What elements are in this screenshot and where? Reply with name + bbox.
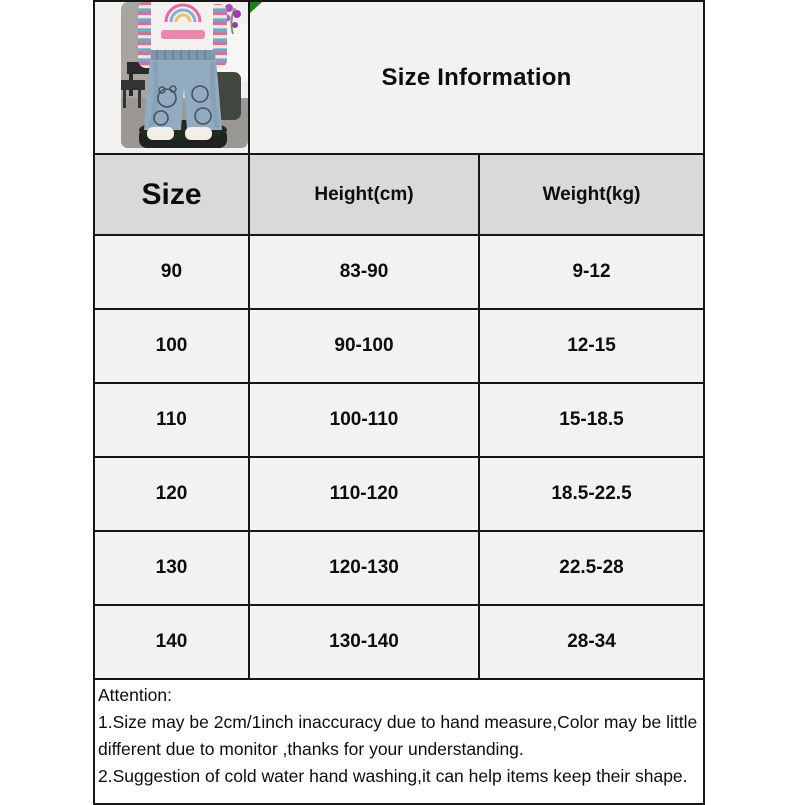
size-chart-sheet (93, 0, 705, 805)
column-header-height: Height(cm) (250, 155, 480, 234)
size-value: 100 (95, 310, 250, 382)
weight-value: 15-18.5 (480, 384, 703, 456)
weight-value: 22.5-28 (480, 532, 703, 604)
weight-value: 28-34 (480, 606, 703, 678)
size-value: 110 (95, 384, 250, 456)
column-header-weight: Weight(kg) (480, 155, 703, 234)
product-photo (121, 2, 248, 148)
table-row (95, 606, 703, 680)
size-value: 130 (95, 532, 250, 604)
title-row (95, 2, 703, 155)
table-header-row (95, 155, 703, 236)
attention-line-3: 2.Suggestion of cold water hand washing,it can help items keep their shape. (98, 766, 688, 786)
attention-line-1: 1.Size may be 2cm/1inch inaccuracy due to hand measure,Color may be little (98, 712, 698, 732)
attention-line-2: different due to monitor ,thanks for your understanding. (98, 739, 524, 759)
height-value: 130-140 (250, 606, 480, 678)
weight-value: 12-15 (480, 310, 703, 382)
table-row (95, 458, 703, 532)
height-value: 100-110 (250, 384, 480, 456)
attention-title: Attention: (98, 685, 172, 705)
cell-corner-marker-icon (250, 2, 262, 13)
size-value: 120 (95, 458, 250, 530)
height-value: 120-130 (250, 532, 480, 604)
size-value: 90 (95, 236, 250, 308)
page-title: Size Information (381, 63, 572, 91)
size-value: 140 (95, 606, 250, 678)
weight-value: 18.5-22.5 (480, 458, 703, 530)
table-row (95, 310, 703, 384)
attention-note (95, 680, 703, 803)
title-cell (250, 2, 703, 153)
height-value: 110-120 (250, 458, 480, 530)
height-value: 83-90 (250, 236, 480, 308)
table-row (95, 532, 703, 606)
height-value: 90-100 (250, 310, 480, 382)
column-header-size: Size (95, 155, 250, 234)
weight-value: 9-12 (480, 236, 703, 308)
product-photo-cell (95, 2, 250, 153)
table-row (95, 384, 703, 458)
table-row (95, 236, 703, 310)
